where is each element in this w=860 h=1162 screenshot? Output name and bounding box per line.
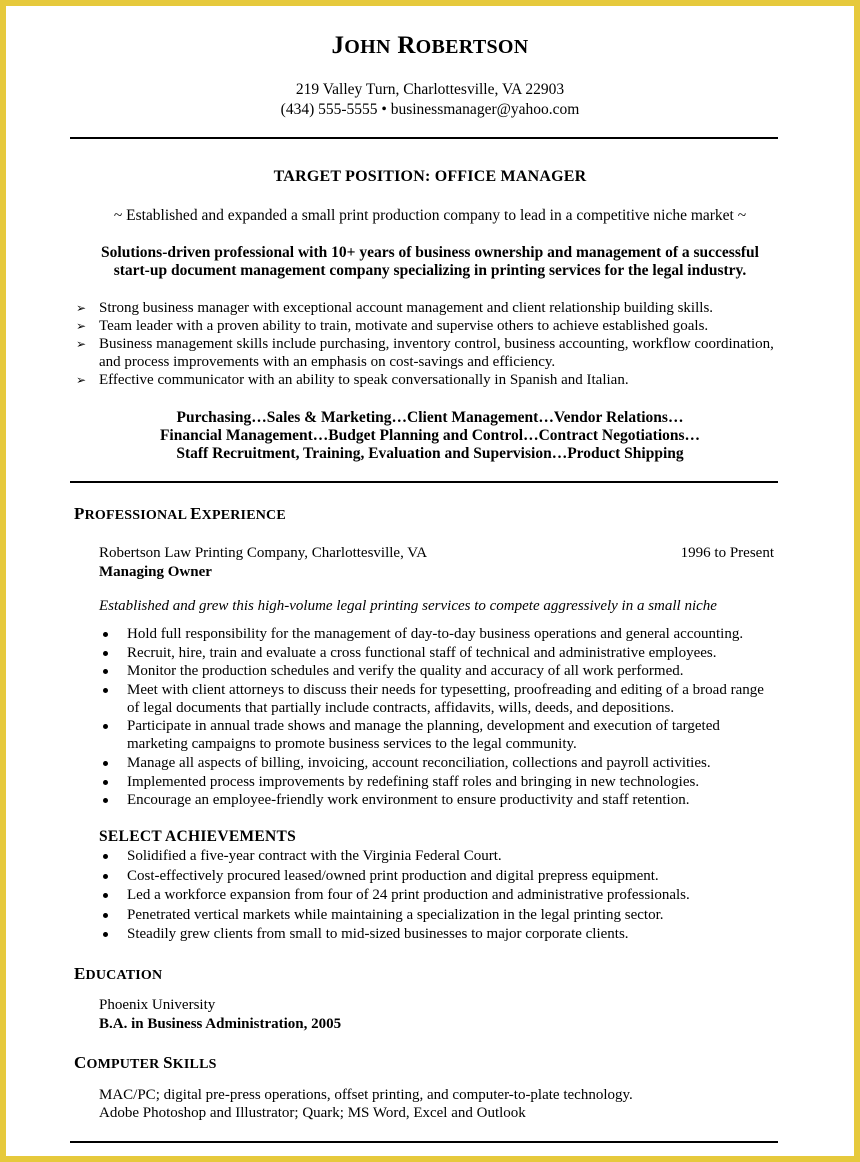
summary-divider: [70, 481, 778, 483]
employment-dates: 1996 to Present: [680, 545, 774, 561]
list-item: Encourage an employee-friendly work environment to ensure productivity and staff retention.: [99, 791, 779, 809]
list-item: Led a workforce expansion from four of 24 print production and administrative professionals.: [99, 886, 779, 906]
list-item: Penetrated vertical markets while maintaining a specialization in the legal printing sector.: [99, 906, 779, 926]
experience-heading: PROFESSIONAL EXPERIENCE: [74, 504, 286, 523]
list-item: Implemented process improvements by redefining staff roles and bringing in new technologies.: [99, 773, 779, 791]
keywords-block: Purchasing…Sales & Marketing…Client Management…Vendor Relations… Financial Management…Budget Planning and Control…Contract Negotiations… Staff Recruitment, Training, Evaluation and Supervision…Product Shipping: [159, 409, 701, 462]
list-item: ➢ Strong business manager with exceptional account management and client relationship building skills.: [76, 300, 714, 316]
contact-phone-email: [6, 101, 854, 119]
contact-email: businessmanager@yahoo.com: [390, 101, 580, 118]
highlights-list: [74, 299, 774, 389]
list-item: Recruit, hire, train and evaluate a cross functional staff of technical and administrative employees.: [99, 644, 779, 662]
list-item: Manage all aspects of billing, invoicing, account reconciliation, collections and payroll activities.: [99, 754, 779, 772]
job-title: Managing Owner: [99, 564, 212, 580]
skills-line-1: MAC/PC; digital pre-press operations, offset printing, and computer-to-plate technology.: [99, 1087, 633, 1103]
skills-heading: COMPUTER SKILLS: [74, 1053, 217, 1072]
footer-divider: [70, 1141, 778, 1143]
list-item: Monitor the production schedules and verify the quality and accuracy of all work performed.: [99, 662, 779, 680]
list-item: Solidified a five-year contract with the Virginia Federal Court.: [99, 847, 779, 867]
list-item: Meet with client attorneys to discuss their needs for typesetting, proofreading and editing of a broad range of legal documents that partially include contracts, affidavits, wills, deeds, and depositions.: [99, 681, 779, 717]
contact-phone: (434) 555-5555: [280, 101, 378, 118]
list-item: Steadily grew clients from small to mid-sized businesses to major corporate clients.: [99, 925, 779, 945]
target-position: TARGET POSITION: OFFICE MANAGER: [273, 168, 587, 185]
school-name: Phoenix University: [99, 997, 216, 1013]
header-divider: [70, 137, 778, 139]
skills-line-2: Adobe Photoshop and Illustrator; Quark; MS Word, Excel and Outlook: [99, 1105, 526, 1121]
list-item: ➢ Business management skills include purchasing, inventory control, business accounting, workflow coordination, and process improvements with an emphasis on cost-savings and efficiency.: [76, 336, 774, 370]
education-heading: EDUCATION: [74, 964, 163, 983]
arrow-bullet-icon: ➢: [76, 301, 87, 315]
degree: B.A. in Business Administration, 2005: [99, 1016, 342, 1032]
list-item: ➢ Team leader with a proven ability to train, motivate and supervise others to achieve established goals.: [76, 318, 709, 334]
list-item: ➢ Effective communicator with an ability to speak conversationally in Spanish and Italian.: [76, 372, 629, 388]
arrow-bullet-icon: ➢: [76, 319, 87, 333]
job-description: Established and grew this high-volume legal printing services to compete aggressively in a small niche: [99, 598, 717, 614]
arrow-bullet-icon: ➢: [76, 337, 87, 351]
duties-list: [99, 625, 779, 810]
contact-separator: •: [381, 101, 387, 118]
employer-name: Robertson Law Printing Company, Charlottesville, VA: [99, 545, 428, 561]
list-item: Cost-effectively procured leased/owned print production and digital prepress equipment.: [99, 867, 779, 887]
profile-statement: Solutions-driven professional with 10+ years of business ownership and management of a successful start-up document management company specializing in printing services for the legal industry.: [101, 244, 759, 279]
list-item: Participate in annual trade shows and manage the planning, development and execution of targeted marketing campaigns to promote business services to the legal community.: [99, 717, 779, 753]
achievements-heading: SELECT ACHIEVEMENTS: [99, 828, 297, 845]
list-item: Hold full responsibility for the management of day-to-day business operations and general accounting.: [99, 625, 779, 643]
arrow-bullet-icon: ➢: [76, 373, 87, 387]
tagline: ~ Established and expanded a small print production company to lead in a competitive niche market ~: [113, 207, 747, 224]
contact-address: 219 Valley Turn, Charlottesville, VA 22903: [295, 81, 565, 98]
candidate-name: JOHN ROBERTSON: [331, 32, 529, 59]
achievements-list: [99, 847, 779, 945]
